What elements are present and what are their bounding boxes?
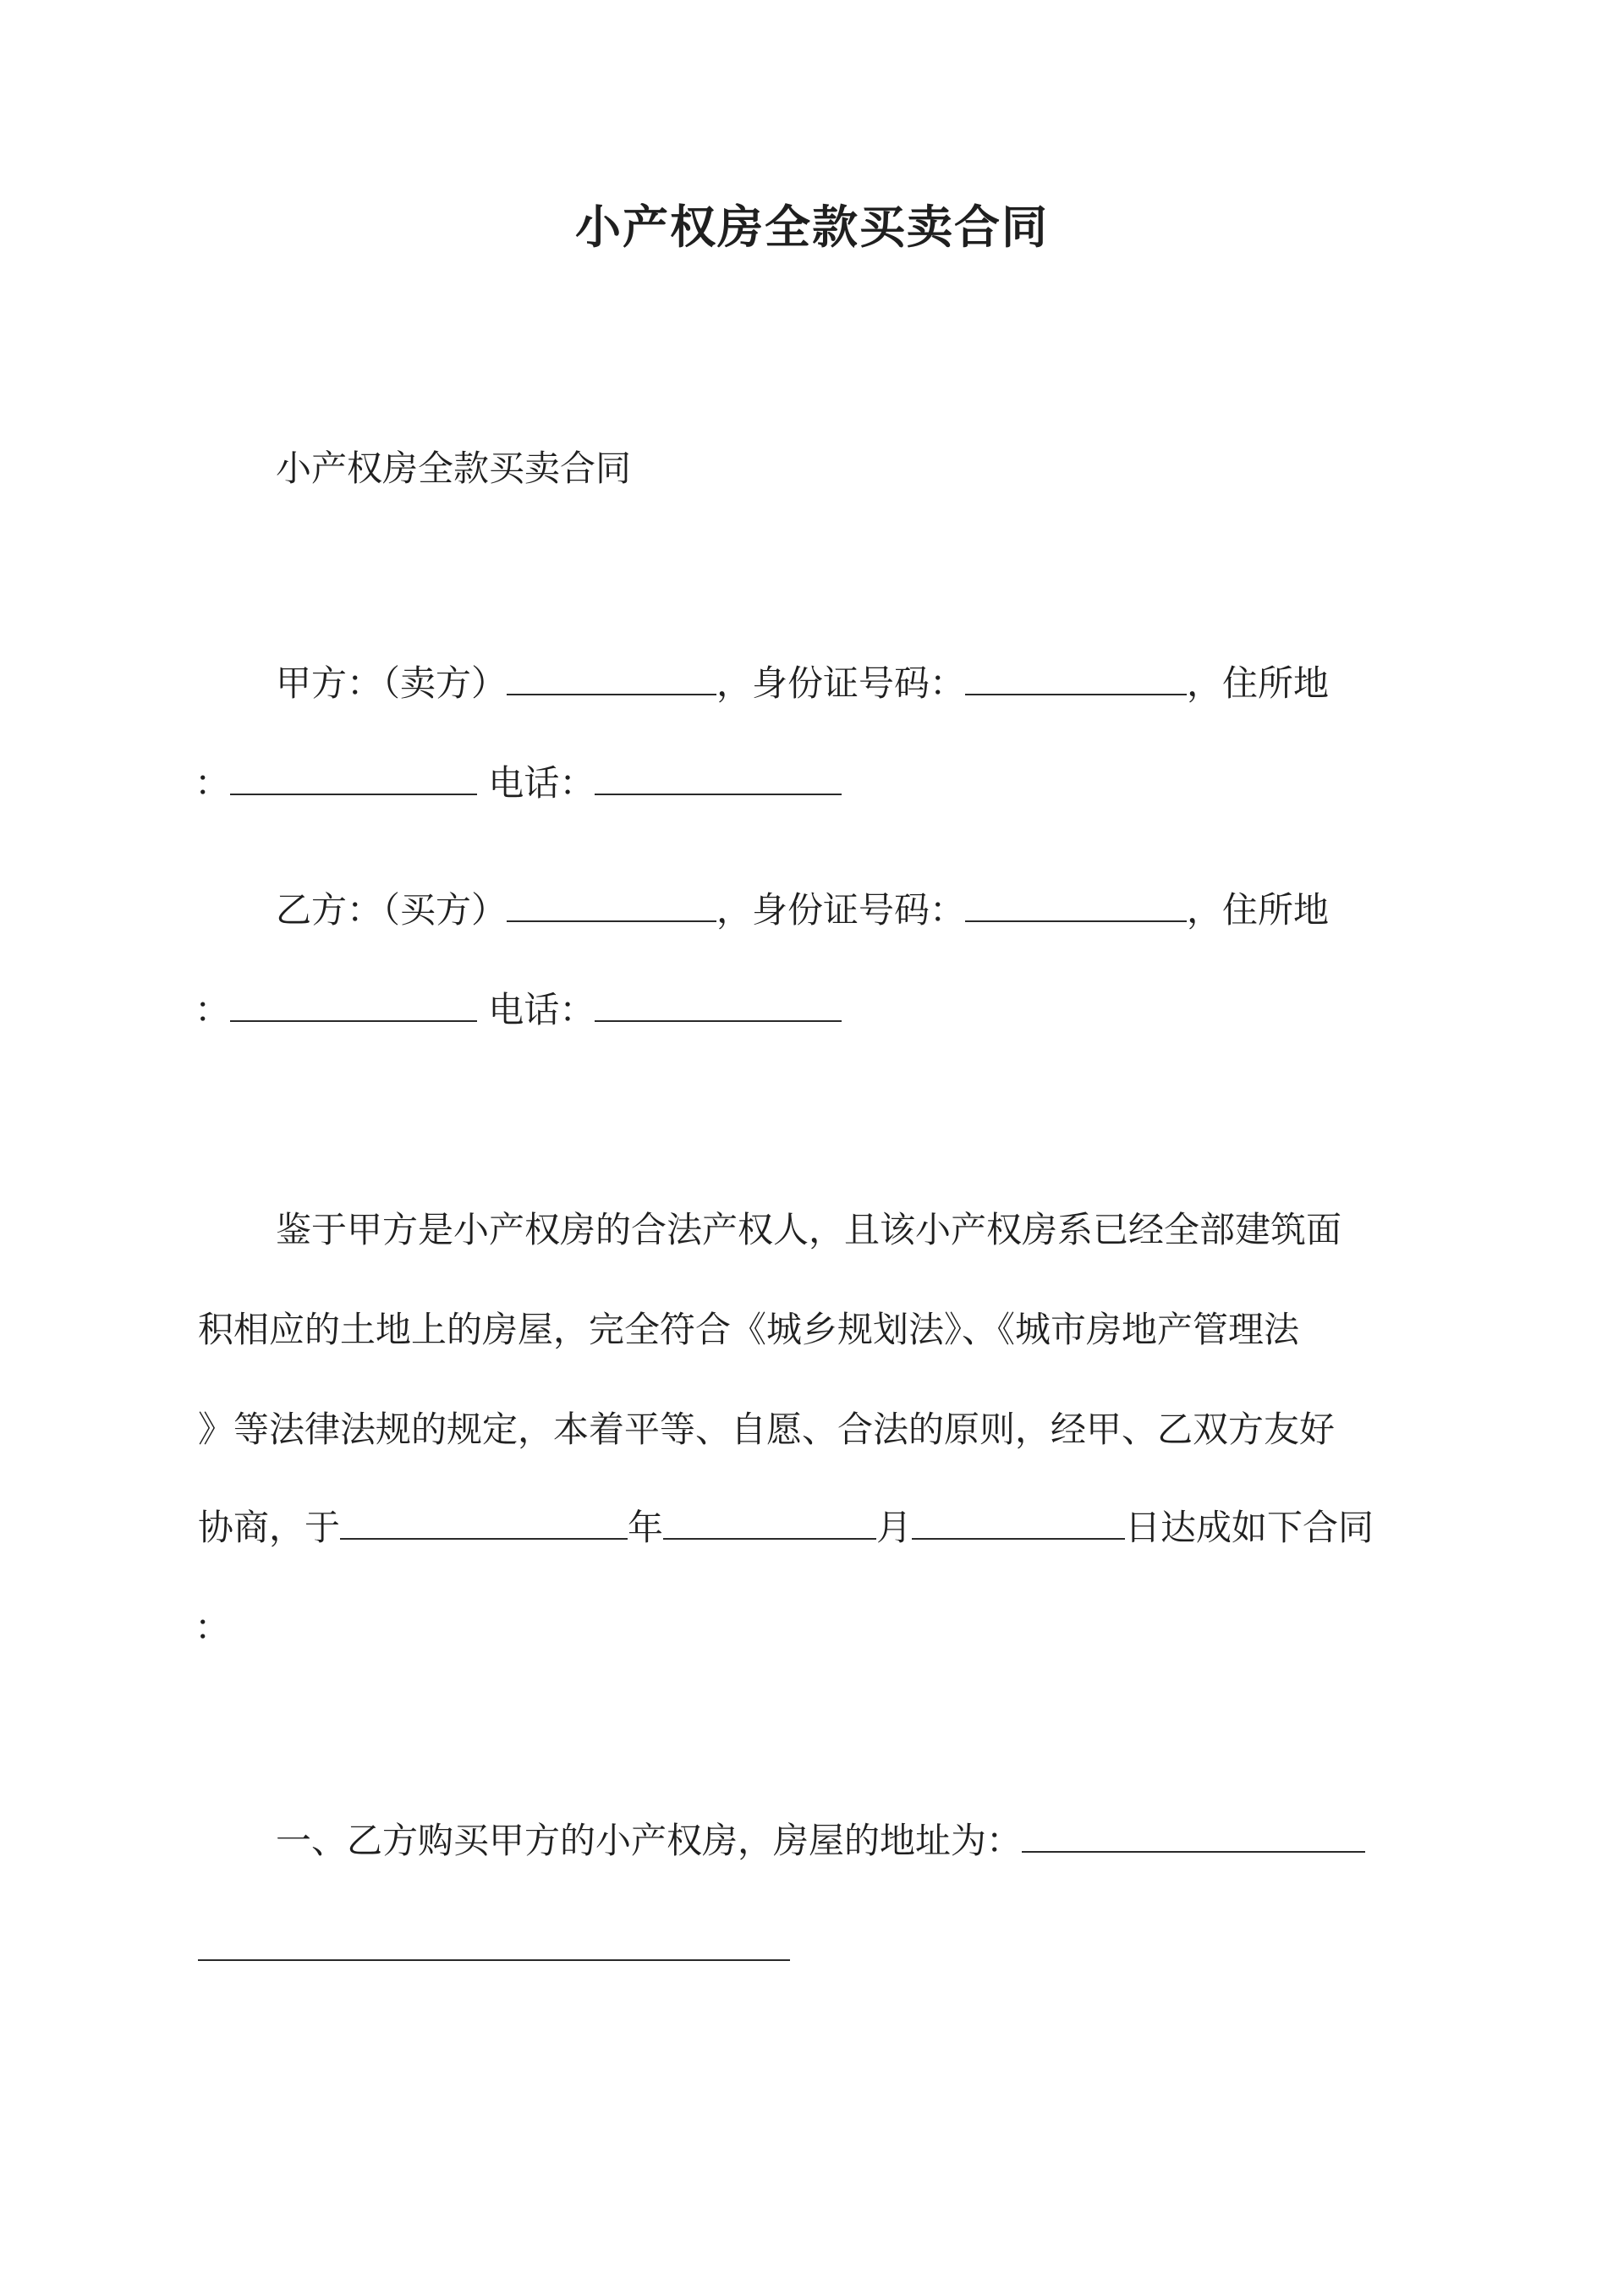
document-subtitle: 小产权房全款买卖合同 [276,448,632,489]
party-b-addr-blank [230,991,477,1022]
preamble-line-3: 》等法律法规的规定，本着平等、自愿、合法的原则，经甲、乙双方友好 [198,1409,1336,1450]
party-a-prefix: 甲方：（卖方） [276,662,508,704]
year-blank [340,1509,628,1540]
party-a-name-blank [507,665,716,695]
party-a-addr-blank [230,765,477,795]
house-address-blank-1 [1022,1822,1365,1853]
document-title: 小产权房全款买卖合同 [575,200,1049,254]
party-a-id-label: ，身份证号码： [716,662,966,704]
party-b-name-blank [507,892,716,922]
month-label: 月 [876,1507,913,1548]
party-b-prefix: 乙方：（买方） [276,889,508,931]
month-blank [663,1509,876,1540]
party-b-phone-blank [595,991,842,1022]
party-b-line-2 [195,985,842,1035]
party-b-phone-label: 电话： [488,989,595,1030]
party-a-phone-blank [595,765,842,795]
party-a-phone-label: 电话： [488,762,595,804]
preamble-line-4-prefix: 协商，于 [198,1507,341,1548]
day-suffix: 日达成如下合同 [1125,1507,1374,1548]
party-b-line-1 [276,885,1329,936]
preamble-line-1: 鉴于甲方是小产权房的合法产权人，且该小产权房系已经全部建筑面 [276,1209,1342,1250]
preamble-line-4 [198,1502,1374,1553]
party-a-line-2 [195,758,842,809]
party-b-id-label: ，身份证号码： [716,889,966,931]
party-a-addr-label: ，住所地 [1187,662,1330,704]
party-b-addr-label: ，住所地 [1187,889,1330,931]
day-blank [912,1509,1125,1540]
party-b-addr-colon: ： [195,989,231,1030]
house-address-blank-2 [198,1959,790,1961]
preamble-line-2: 积相应的土地上的房屋，完全符合《城乡规划法》、《城市房地产管理法 [198,1309,1300,1350]
party-a-line-1 [276,658,1329,709]
clause-1-line-1 [276,1815,1365,1866]
party-a-addr-colon: ： [195,762,231,804]
clause-1-text: 一、乙方购买甲方的小产权房，房屋的地址为： [276,1820,1023,1861]
preamble-line-5: ： [195,1607,231,1648]
party-b-id-blank [965,892,1187,922]
year-label: 年 [628,1507,664,1548]
party-a-id-blank [965,665,1187,695]
